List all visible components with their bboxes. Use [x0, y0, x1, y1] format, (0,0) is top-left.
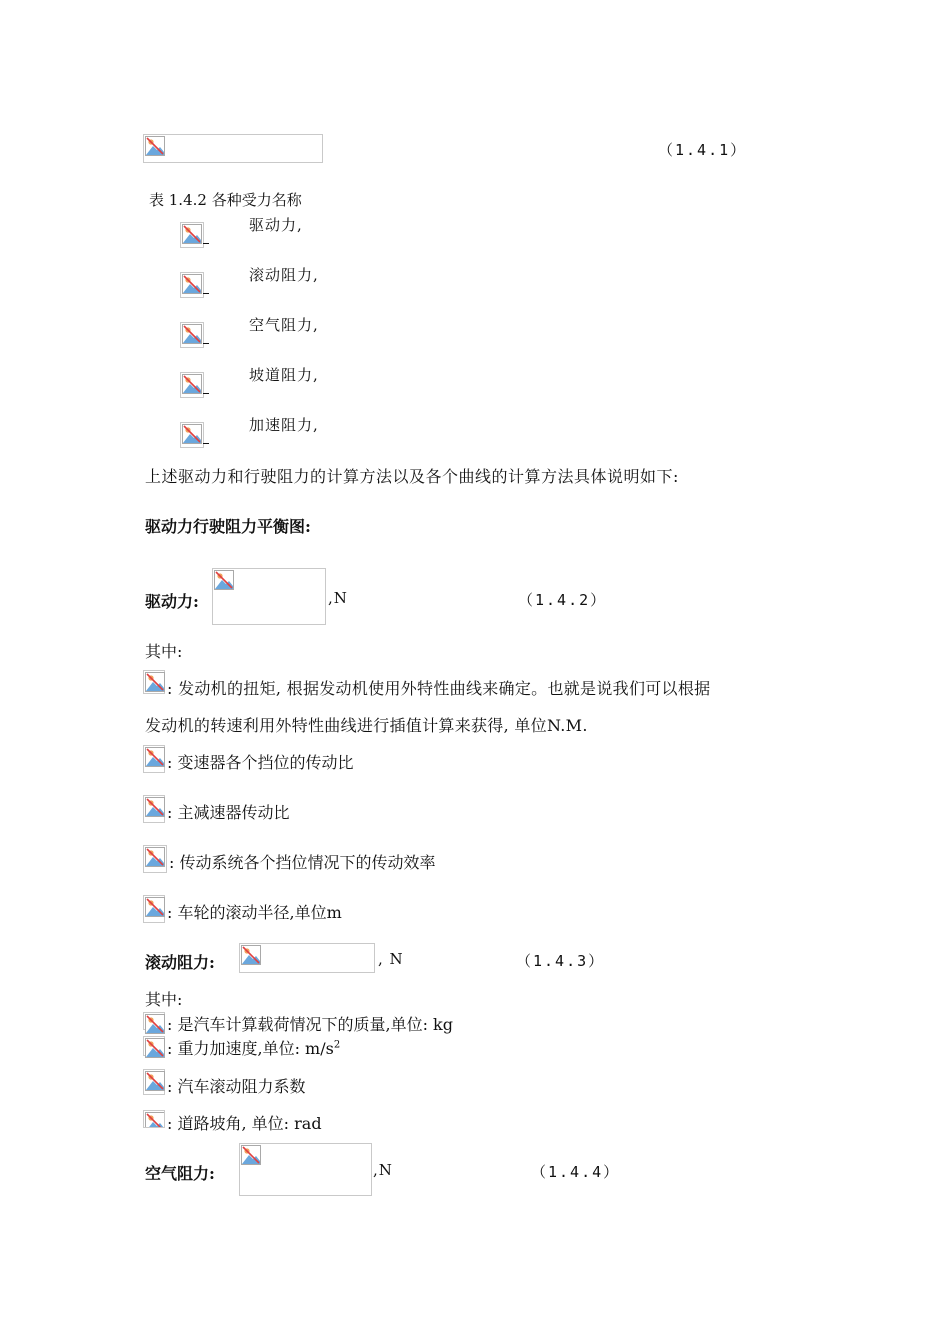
broken-image-icon — [145, 1112, 165, 1128]
symbol-image — [143, 1012, 165, 1030]
symbol-image — [143, 1110, 165, 1128]
table-caption: 表 1.4.2 各种受力名称 — [149, 191, 302, 209]
definition-text: : 道路坡角, 单位: rad — [167, 1114, 322, 1133]
force-symbol-image — [180, 322, 204, 348]
equation-number-1-4-4: （1.4.4） — [531, 1163, 621, 1181]
broken-image-icon — [182, 324, 202, 344]
where-label: 其中: — [145, 990, 183, 1009]
broken-image-icon — [241, 945, 261, 965]
broken-image-icon — [145, 897, 165, 917]
force-label: 坡道阻力, — [249, 366, 319, 384]
air-resistance-label: 空气阻力: — [145, 1164, 215, 1183]
definition-text: : 是汽车计算载荷情况下的质量,单位: kg — [167, 1015, 453, 1034]
symbol-image — [143, 895, 165, 923]
definition-text: : 重力加速度,单位: $m/s^2$ — [167, 1039, 341, 1058]
definition-text: : 传动系统各个挡位情况下的传动效率 — [169, 853, 436, 872]
drive-force-unit: ,N — [328, 589, 348, 607]
force-symbol-image — [180, 272, 204, 298]
force-label: 滚动阻力, — [249, 266, 319, 284]
symbol-image — [143, 1036, 165, 1056]
force-label: 加速阻力, — [249, 416, 319, 434]
broken-image-icon — [145, 1014, 165, 1034]
equation-number-1-4-2: （1.4.2） — [518, 591, 608, 609]
definition-text: : 车轮的滚动半径,单位m — [167, 903, 342, 922]
broken-image-icon — [182, 424, 202, 444]
broken-image-icon — [214, 570, 234, 590]
broken-image-icon — [182, 274, 202, 294]
broken-image-icon — [145, 797, 165, 817]
broken-image-icon — [145, 1071, 165, 1091]
equation-number-1-4-1: （1.4.1） — [658, 141, 748, 159]
broken-image-icon — [145, 747, 165, 767]
force-label: 空气阻力, — [249, 316, 319, 334]
broken-image-icon — [145, 847, 165, 867]
symbol-image — [143, 795, 165, 823]
definition-text: : 汽车滚动阻力系数 — [167, 1077, 306, 1096]
air-resistance-unit: ,N — [373, 1161, 393, 1179]
symbol-image — [143, 745, 165, 773]
symbol-image — [143, 1069, 165, 1095]
definition-text: : 发动机的扭矩, 根据发动机使用外特性曲线来确定。也就是说我们可以根据 — [167, 679, 711, 698]
rolling-resistance-label: 滚动阻力: — [145, 953, 215, 972]
symbol-image — [143, 845, 167, 873]
broken-image-icon — [182, 224, 202, 244]
formula-image-1-4-2 — [212, 568, 326, 625]
intro-paragraph: 上述驱动力和行驶阻力的计算方法以及各个曲线的计算方法具体说明如下: — [145, 467, 679, 486]
symbol-image — [143, 670, 165, 694]
formula-image-1-4-1 — [143, 134, 323, 163]
force-symbol-image — [180, 422, 204, 448]
force-label: 驱动力, — [249, 216, 303, 234]
broken-image-icon — [145, 672, 165, 692]
definition-text: : 主减速器传动比 — [167, 803, 290, 822]
broken-image-icon — [145, 1038, 165, 1058]
definition-text: 发动机的转速利用外特性曲线进行插值计算来获得, 单位N.M. — [145, 716, 588, 735]
force-symbol-image — [180, 372, 204, 398]
where-label: 其中: — [145, 642, 183, 661]
equation-number-1-4-3: （1.4.3） — [516, 952, 606, 970]
definition-text: : 变速器各个挡位的传动比 — [167, 753, 354, 772]
broken-image-icon — [182, 374, 202, 394]
rolling-resistance-unit: , N — [378, 950, 404, 968]
section-heading-balance: 驱动力行驶阻力平衡图: — [145, 517, 311, 536]
force-symbol-image — [180, 222, 204, 248]
formula-image-1-4-4 — [239, 1143, 372, 1196]
drive-force-label: 驱动力: — [145, 592, 199, 611]
broken-image-icon — [241, 1145, 261, 1165]
broken-image-icon — [145, 136, 165, 156]
formula-image-1-4-3 — [239, 943, 375, 973]
